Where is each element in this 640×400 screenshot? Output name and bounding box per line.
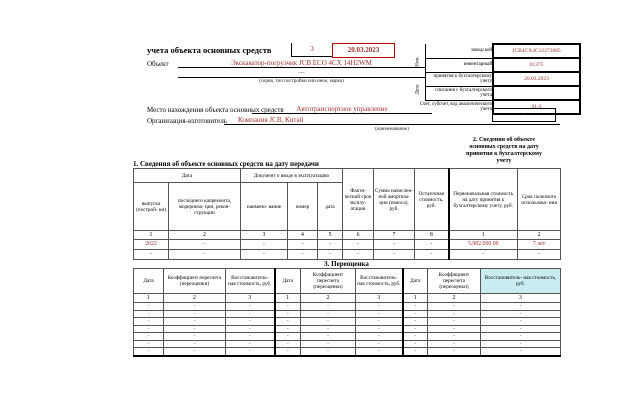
- empty-cell: -: [134, 340, 164, 348]
- column-number: 1: [275, 294, 301, 303]
- registry-value-factory-number[interactable]: JCB4CX4C12272885: [493, 44, 580, 58]
- empty-cell: -: [481, 340, 561, 348]
- col-header-revaluation-date: Дата: [275, 269, 301, 294]
- col-header-revaluation-date: Дата: [134, 269, 164, 294]
- empty-cell: -: [428, 340, 481, 348]
- empty-cell: -: [164, 318, 226, 326]
- registry-label-factory-number: заводской: [426, 44, 494, 58]
- section2-title: 2. Сведения об объекте основных средств на дату принятия к бухгалтерскому учету: [466, 137, 542, 164]
- empty-cell: -: [301, 340, 356, 348]
- column-number: 1: [449, 231, 518, 240]
- empty-cell: -: [169, 250, 241, 260]
- empty-cell: -: [356, 318, 403, 326]
- empty-cell: -: [428, 325, 481, 333]
- empty-cell: -: [164, 340, 226, 348]
- empty-cell: -: [428, 303, 481, 311]
- empty-cell: -: [428, 310, 481, 318]
- empty-cell: -: [403, 310, 428, 318]
- data-cell[interactable]: -: [374, 240, 415, 250]
- col-header-commissioning-doc-group: Документ о вводе в эксплуатацию: [241, 169, 343, 183]
- empty-cell: -: [356, 333, 403, 341]
- empty-cell: -: [275, 340, 301, 348]
- empty-cell: -: [428, 333, 481, 341]
- empty-cell: -: [275, 325, 301, 333]
- revaluation-table: [133, 268, 561, 357]
- object-value[interactable]: Экскаватор-погрузчик JCB ECO 4CX 14H2WM: [178, 59, 425, 68]
- section1-title: 1. Сведения об объекте основных средств на дату передачи: [133, 160, 319, 168]
- empty-cell: -: [301, 318, 356, 326]
- empty-cell: -: [481, 303, 561, 311]
- location-label: Место нахождения объекта основных средств: [147, 106, 284, 114]
- data-cell[interactable]: -: [241, 240, 288, 250]
- registry-label-account: Счет, субсчет, код аналитического учета: [419, 101, 492, 113]
- col-header-date-group: Дата: [134, 169, 241, 183]
- section3-title: 3. Переоценка: [324, 260, 369, 268]
- registry-value-writeoff-date[interactable]: [493, 86, 580, 100]
- empty-cell: -: [164, 310, 226, 318]
- empty-cell: -: [356, 325, 403, 333]
- empty-cell: -: [164, 333, 226, 341]
- initial-cost-cell[interactable]: 5.982.000.00: [449, 240, 518, 250]
- empty-cell: -: [134, 333, 164, 341]
- empty-cell: -: [415, 250, 449, 260]
- revaluation-table-body: [134, 303, 561, 356]
- transfer-column-numbers: [134, 231, 561, 240]
- col-header-last-overhaul: последнего капремонта, модерниза- ции, рекон- струкции: [169, 183, 241, 231]
- empty-cell: -: [481, 325, 561, 333]
- col-header-depreciation-sum: Сумма начислен- ной амортиза- ции (износа), руб.: [374, 169, 415, 231]
- revaluation-empty-row: [134, 348, 561, 356]
- document-title: учета объекта основных средств: [147, 45, 272, 55]
- col-header-doc-name: наимено- вание: [241, 183, 288, 231]
- transfer-info-table: [133, 168, 561, 260]
- col-header-replacement-cost: Восстановитель- ная стоимость, руб.: [226, 269, 275, 294]
- column-number: 4: [288, 231, 318, 240]
- empty-cell: -: [301, 348, 356, 356]
- empty-cell: -: [134, 250, 169, 260]
- empty-cell: -: [403, 333, 428, 341]
- column-number: 1: [403, 294, 428, 303]
- empty-cell: -: [275, 333, 301, 341]
- registry-label-writeoff-date: списания с бухгалтерского учета: [426, 86, 494, 100]
- empty-cell: -: [134, 348, 164, 356]
- col-header-residual-value: Остаточная стоимость, руб.: [415, 169, 449, 231]
- empty-cell: -: [275, 303, 301, 311]
- col-header-initial-cost: Первоначальная стоимость на дату принятия к бухгалтерскому учету, руб.: [449, 169, 518, 231]
- empty-cell: -: [164, 303, 226, 311]
- empty-cell: -: [134, 325, 164, 333]
- data-cell[interactable]: -: [318, 240, 343, 250]
- column-number: 3: [226, 294, 275, 303]
- column-number: 7: [374, 231, 415, 240]
- col-header-revaluation-date: Дата: [403, 269, 428, 294]
- registry-value-acceptance-date[interactable]: 20.03.2023: [493, 72, 580, 86]
- col-header-issue-date: выпуска (построй- ки): [134, 183, 169, 231]
- revaluation-empty-row: [134, 333, 561, 341]
- data-cell[interactable]: -: [288, 240, 318, 250]
- empty-cell: -: [134, 318, 164, 326]
- col-header-actual-service-life: Факти- ческий срок эксплу- атации: [343, 169, 374, 231]
- empty-cell: -: [518, 250, 561, 260]
- document-date-cell[interactable]: 20.03.2023: [332, 43, 395, 58]
- empty-cell: -: [226, 340, 275, 348]
- empty-cell: -: [164, 325, 226, 333]
- revaluation-empty-row: [134, 340, 561, 348]
- column-number: 6: [343, 231, 374, 240]
- empty-cell: -: [226, 310, 275, 318]
- col-header-conversion-factor: Коэффициент пересчета (переоценки): [301, 269, 356, 294]
- empty-cell: -: [301, 310, 356, 318]
- transfer-header-groups: [134, 169, 561, 183]
- registry-number-group: Ном.: [415, 56, 421, 67]
- col-header-useful-life: Срок полезного использова- ния: [518, 169, 561, 231]
- object-caption: (серия, тип постройки или иное, марка): [259, 79, 344, 84]
- revaluation-empty-row: [134, 303, 561, 311]
- empty-cell: -: [481, 348, 561, 356]
- empty-cell: -: [275, 348, 301, 356]
- col-header-conversion-factor: Коэффициент пересчета (переоценки): [164, 269, 226, 294]
- empty-cell: -: [403, 340, 428, 348]
- empty-cell: -: [356, 340, 403, 348]
- registry-date-group: Дата: [415, 84, 421, 95]
- column-number: 3: [481, 294, 561, 303]
- empty-cell: -: [403, 348, 428, 356]
- registry-label-inventory-number: инвентарный: [426, 58, 494, 72]
- manufacturer-caption: (наименование): [375, 127, 409, 132]
- registry-value-inventory-number[interactable]: 01375: [493, 58, 580, 72]
- empty-cell: -: [374, 250, 415, 260]
- empty-cell: -: [226, 318, 275, 326]
- col-header-doc-number: номер: [288, 183, 318, 231]
- revaluation-empty-row: [134, 310, 561, 318]
- registry-row: [411, 44, 580, 58]
- manufacturer-label: Организация-изготовитель: [147, 117, 227, 125]
- empty-cell: -: [275, 318, 301, 326]
- registry-row: [411, 72, 580, 86]
- object-second-line: —: [178, 70, 425, 78]
- col-header-conversion-factor: Коэффициент пересчета (переоценки): [428, 269, 481, 294]
- empty-cell: -: [241, 250, 288, 260]
- registry-table: [411, 43, 581, 115]
- column-number: 2: [518, 231, 561, 240]
- empty-cell: -: [301, 325, 356, 333]
- empty-cell: -: [449, 250, 518, 260]
- empty-cell: -: [301, 333, 356, 341]
- column-number: 1: [134, 231, 169, 240]
- empty-cell: -: [403, 303, 428, 311]
- empty-cell: -: [301, 303, 356, 311]
- empty-cell: -: [356, 348, 403, 356]
- registry-value-account[interactable]: 01-3: [493, 100, 580, 114]
- empty-cell: -: [343, 250, 374, 260]
- registry-extra-cell[interactable]: -: [492, 108, 556, 122]
- col-header-doc-date: дата: [318, 183, 343, 231]
- empty-cell: -: [226, 303, 275, 311]
- transfer-empty-row: [134, 250, 561, 260]
- empty-cell: -: [226, 333, 275, 341]
- empty-cell: -: [275, 310, 301, 318]
- column-number: 2: [164, 294, 226, 303]
- empty-cell: -: [226, 348, 275, 356]
- useful-life-cell[interactable]: 7 лет: [518, 240, 561, 250]
- empty-cell: -: [481, 318, 561, 326]
- data-cell[interactable]: -: [169, 240, 241, 250]
- empty-cell: -: [356, 303, 403, 311]
- empty-cell: -: [134, 303, 164, 311]
- empty-cell: -: [134, 310, 164, 318]
- column-number: 5: [318, 231, 343, 240]
- empty-cell: -: [403, 318, 428, 326]
- data-cell[interactable]: -: [415, 240, 449, 250]
- empty-cell: -: [288, 250, 318, 260]
- col-header-replacement-cost-highlighted[interactable]: Восстановитель- ная стоимость, руб.: [481, 269, 561, 294]
- object-label: Объект: [147, 60, 169, 68]
- empty-cell: -: [481, 333, 561, 341]
- column-number: 1: [134, 294, 164, 303]
- empty-cell: -: [356, 310, 403, 318]
- column-number: 2: [301, 294, 356, 303]
- col-header-replacement-cost: Восстановитель- ная стоимость, руб.: [356, 269, 403, 294]
- empty-cell: -: [428, 348, 481, 356]
- empty-cell: -: [164, 348, 226, 356]
- column-number: 3: [356, 294, 403, 303]
- registry-row: [411, 86, 580, 100]
- transfer-data-row: [134, 240, 561, 250]
- empty-cell: -: [428, 318, 481, 326]
- location-value[interactable]: Автотранспортное управление: [252, 105, 432, 114]
- column-number: 3: [241, 231, 288, 240]
- document-number-cell[interactable]: 3: [291, 43, 332, 57]
- empty-cell: -: [403, 325, 428, 333]
- empty-cell: -: [226, 325, 275, 333]
- manufacturer-value[interactable]: Компания JCB, Китай: [224, 116, 560, 125]
- column-number: 2: [169, 231, 241, 240]
- column-number: 8: [415, 231, 449, 240]
- registry-row: [411, 58, 580, 72]
- data-cell[interactable]: -: [343, 240, 374, 250]
- revaluation-empty-row: [134, 325, 561, 333]
- registry-label-acceptance-date: принятия к бухгалтерскому учету: [426, 72, 494, 86]
- column-number: 2: [428, 294, 481, 303]
- revaluation-empty-row: [134, 318, 561, 326]
- revaluation-header-row: [134, 269, 561, 294]
- empty-cell: -: [318, 250, 343, 260]
- issue-year-cell[interactable]: 2022: [134, 240, 169, 250]
- revaluation-column-numbers: [134, 294, 561, 303]
- empty-cell: -: [481, 310, 561, 318]
